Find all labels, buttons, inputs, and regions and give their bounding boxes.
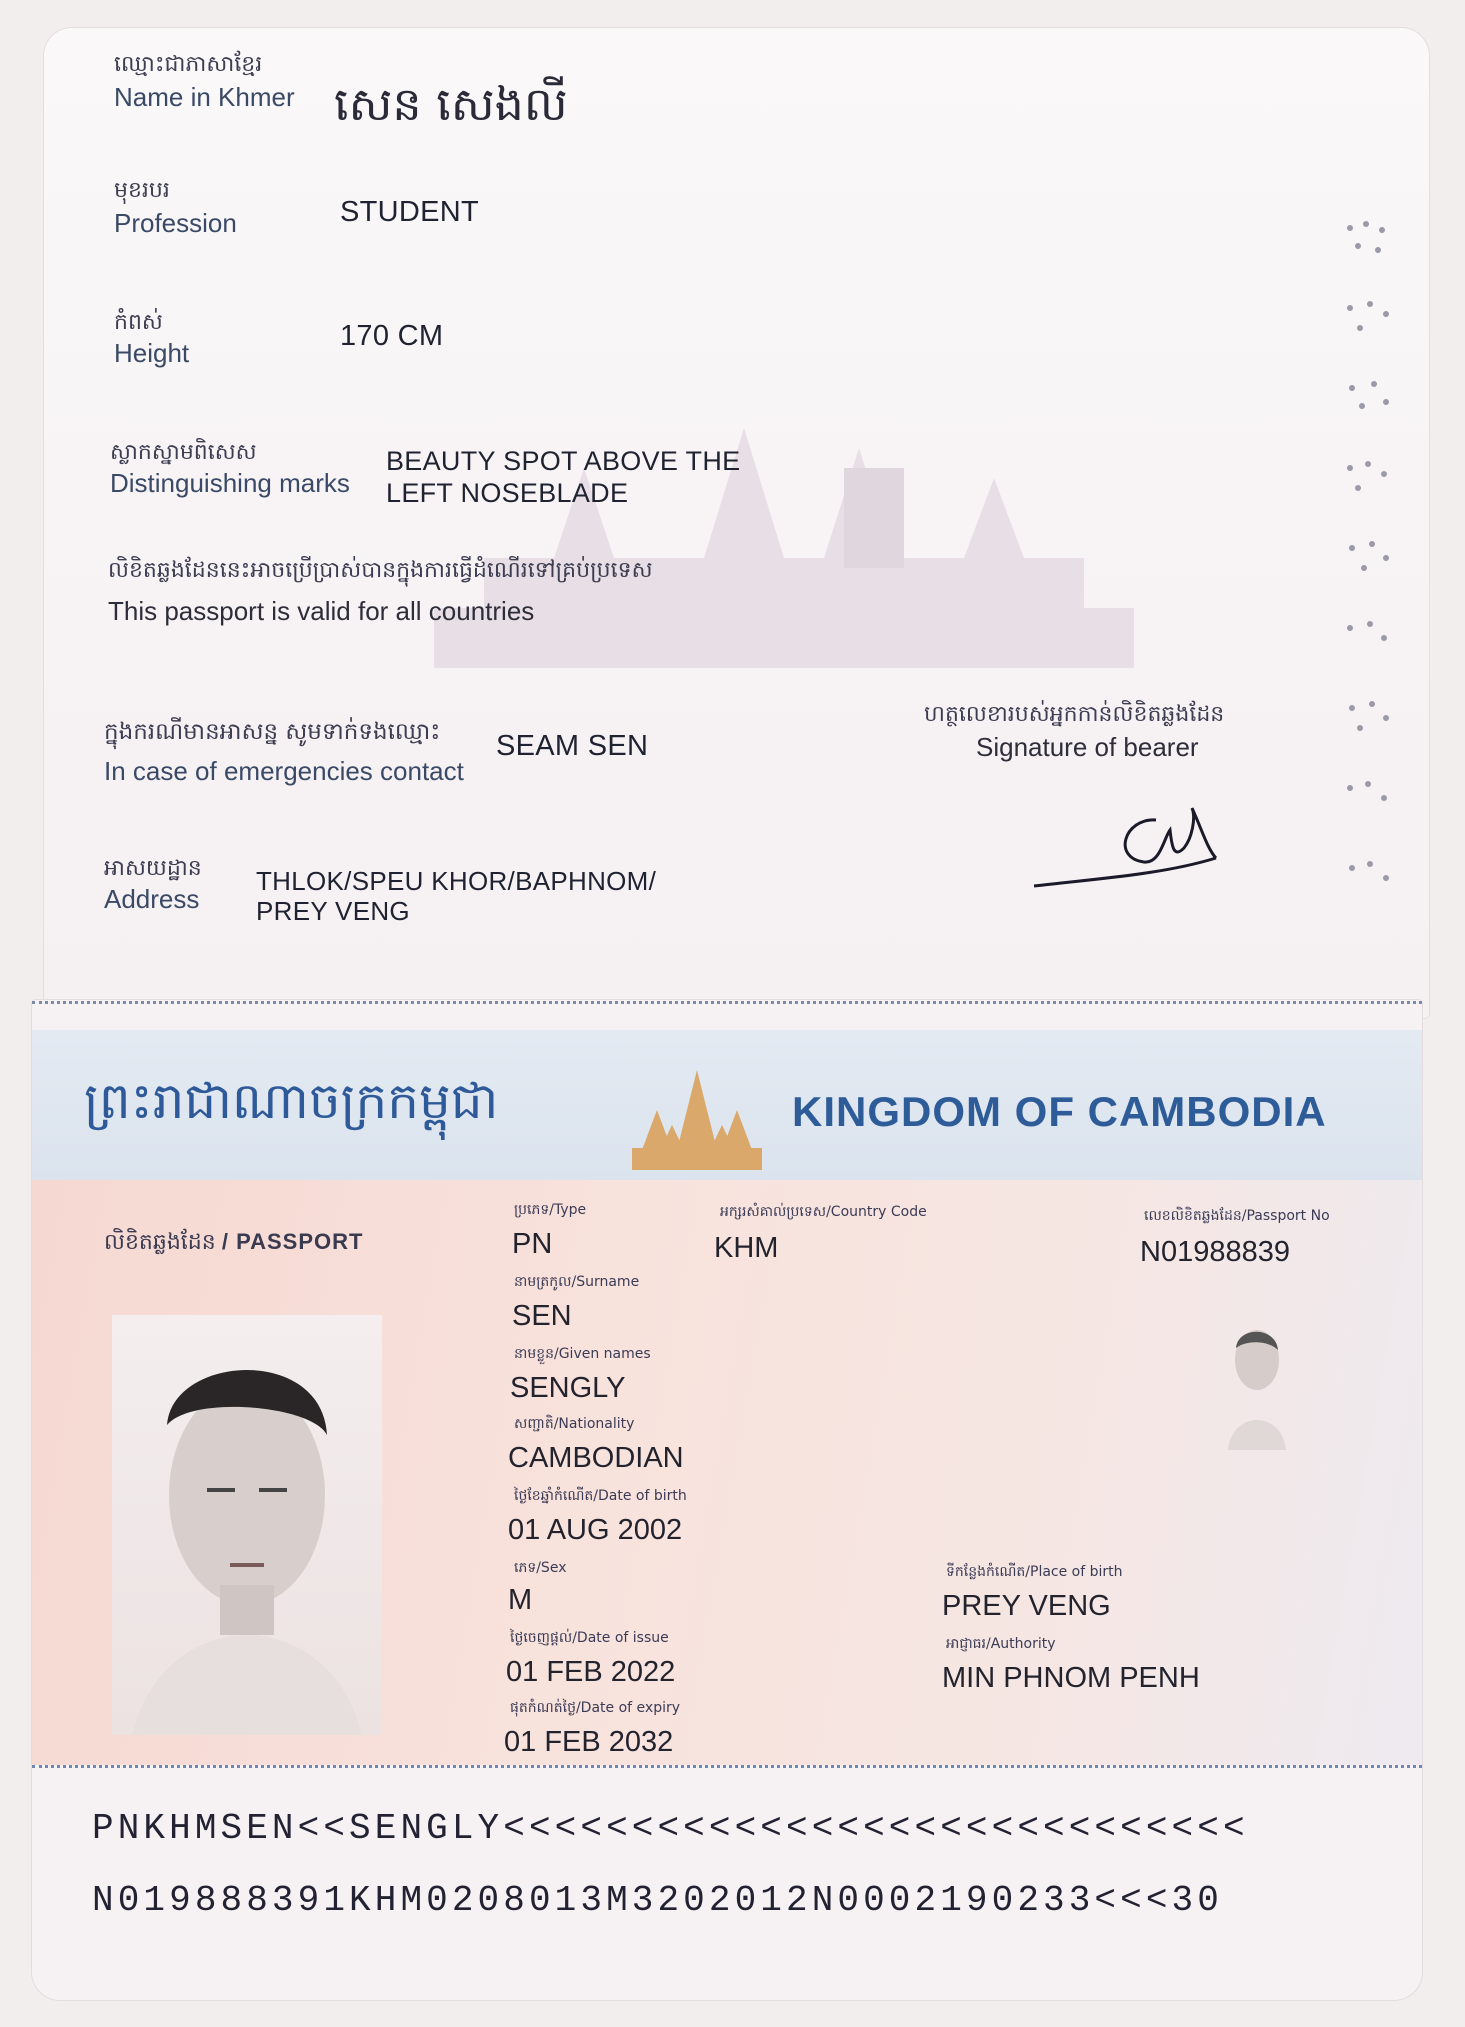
mrz-divider	[32, 1765, 1422, 1768]
profession-label: Profession	[114, 208, 237, 238]
passport-no-label: លេខលិខិតឆ្លងដែន/Passport No	[1144, 1208, 1330, 1224]
address-label: Address	[104, 884, 200, 914]
data-page	[32, 1000, 1422, 2000]
given-names-label: នាមខ្លួន/Given names	[514, 1346, 651, 1362]
issue-label: ថ្ងៃចេញផ្តល់/Date of issue	[510, 1630, 669, 1646]
place-of-birth-label: ទីកន្លែងកំណើត/Place of birth	[946, 1564, 1123, 1580]
country-code-label: អក្សរសំគាល់ប្រទេស/Country Code	[720, 1204, 927, 1220]
country-code-value: KHM	[714, 1232, 779, 1264]
place-of-birth-value: PREY VENG	[942, 1590, 1111, 1622]
type-value: PN	[512, 1228, 553, 1260]
surname-value: SEN	[512, 1300, 572, 1332]
perforation-number-icon	[1340, 218, 1400, 898]
validity-en: This passport is valid for all countries	[108, 596, 535, 626]
address-label-kh: អាសយដ្ឋាន	[104, 856, 202, 881]
doc-label	[104, 1228, 363, 1260]
sex-value: M	[508, 1584, 533, 1616]
signature-label: Signature of bearer	[976, 732, 1199, 762]
nationality-label: សញ្ជាតិ/Nationality	[514, 1416, 635, 1432]
signature-mark-icon	[984, 778, 1244, 898]
issue-value: 01 FEB 2022	[506, 1656, 676, 1688]
dob-value: 01 AUG 2002	[508, 1514, 683, 1546]
authority-value: MIN PHNOM PENH	[942, 1662, 1200, 1694]
kingdom-title-kh: ព្រះរាជាណាចក្រកម្ពុជា	[84, 1072, 499, 1130]
expiry-value: 01 FEB 2032	[504, 1726, 674, 1758]
portrait-icon	[112, 1315, 382, 1735]
ghost-portrait-icon	[1222, 1320, 1292, 1450]
type-label: ប្រភេទ/Type	[514, 1202, 587, 1218]
marks-label-kh: ស្លាកស្នាមពិសេស	[110, 440, 257, 465]
sex-label: ភេទ/Sex	[514, 1560, 567, 1576]
name-khmer-label: Name in Khmer	[114, 82, 295, 112]
name-khmer-value: សេន សេងលី	[334, 77, 568, 131]
height-value: 170 CM	[340, 320, 444, 352]
surname-label: នាមត្រកូល/Surname	[514, 1274, 640, 1290]
marks-label: Distinguishing marks	[110, 468, 350, 498]
holder-photo	[112, 1315, 382, 1735]
height-label-kh: កំពស់	[114, 310, 163, 335]
mrz-line-2: N019888391KHM0208013M3202012N0002190233<<<30	[92, 1880, 1223, 1921]
fold-line	[32, 1001, 1422, 1004]
name-khmer-label-kh: ឈ្មោះជាភាសាខ្មែរ	[114, 52, 263, 77]
passport-no-value: N01988839	[1140, 1236, 1290, 1268]
height-label: Height	[114, 338, 190, 368]
doc-label-en: / PASSPORT	[221, 1229, 364, 1254]
biodata-area	[32, 1180, 1422, 1765]
nationality-value: CAMBODIAN	[508, 1442, 684, 1474]
signature-label-kh: ហត្ថលេខារបស់អ្នកកាន់លិខិតឆ្លងដែន	[924, 702, 1225, 727]
address-value-line1: THLOK/SPEU KHOR/BAPHNOM/	[256, 866, 657, 896]
authority-label: អាជ្ញាធរ/Authority	[946, 1636, 1056, 1652]
angkor-emblem-icon	[632, 1070, 762, 1170]
emergency-label: In case of emergencies contact	[104, 756, 464, 786]
emergency-value: SEAM SEN	[496, 730, 649, 762]
kingdom-title: KINGDOM OF CAMBODIA	[792, 1088, 1327, 1135]
address-value-line2: PREY VENG	[256, 896, 410, 926]
validity-kh: លិខិតឆ្លងដែននេះអាចប្រើប្រាស់បានក្នុងការធ្វើដំណើរទៅគ្រប់ប្រទេស	[108, 558, 653, 583]
mrz-line-1: PNKHMSEN<<SENGLY<<<<<<<<<<<<<<<<<<<<<<<<<<<<<	[92, 1808, 1249, 1849]
marks-value-line2: LEFT NOSEBLADE	[386, 478, 629, 508]
profession-value: STUDENT	[340, 196, 480, 228]
given-names-value: SENGLY	[510, 1372, 626, 1404]
observations-page	[44, 28, 1429, 1018]
profession-label-kh: មុខរបរ	[114, 178, 170, 203]
doc-label-kh: លិខិតឆ្លងដែន	[104, 1230, 216, 1255]
emergency-label-kh: ក្នុងករណីមានអាសន្ន សូមទាក់ទងឈ្មោះ	[104, 719, 441, 745]
marks-value-line1: BEAUTY SPOT ABOVE THE	[386, 446, 741, 476]
expiry-label: ផុតកំណត់ថ្ងៃ/Date of expiry	[510, 1700, 681, 1716]
dob-label: ថ្ងៃខែឆ្នាំកំណើត/Date of birth	[514, 1488, 687, 1504]
